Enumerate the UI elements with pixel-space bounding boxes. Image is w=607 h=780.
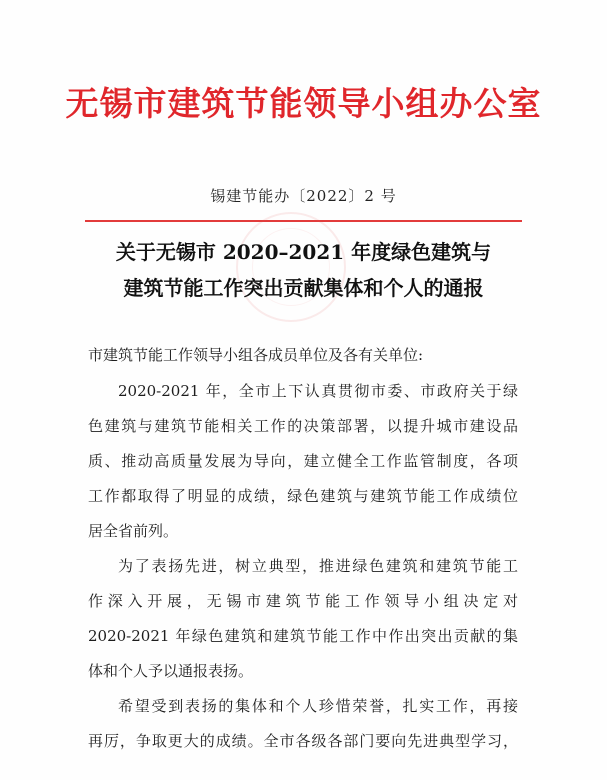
body-line: 2020-2021 年，全市上下认真贯彻市委、市政府关于绿 bbox=[118, 382, 518, 400]
notice-title-line-2: 建筑节能工作突出贡献集体和个人的通报 bbox=[123, 276, 484, 300]
body-line: 希望受到表扬的集体和个人珍惜荣誉，扎实工作，再接 bbox=[118, 697, 518, 715]
body-line: 工作都取得了明显的成绩，绿色建筑与建筑节能工作成绩位 bbox=[88, 487, 518, 505]
faded-seal-stamp bbox=[236, 212, 346, 322]
body-line: 体和个人予以通报表扬。 bbox=[88, 662, 254, 680]
body-line: 再厉，争取更大的成绩。全市各级各部门要向先进典型学习， bbox=[88, 732, 518, 750]
body-line: 为了表扬先进，树立典型，推进绿色建筑和建筑节能工 bbox=[118, 557, 518, 575]
body-line: 色建筑与建筑节能相关工作的决策部署，以提升城市建设品 bbox=[88, 417, 518, 435]
body-line: 作深入开展，无锡市建筑节能工作领导小组决定对 bbox=[88, 592, 518, 610]
body-line: 2020-2021 年绿色建筑和建筑节能工作中作出突出贡献的集 bbox=[88, 627, 518, 645]
issuing-office-header: 无锡市建筑节能领导小组办公室 bbox=[65, 84, 542, 123]
body-line: 居全省前列。 bbox=[88, 522, 179, 540]
notice-title-line-1: 关于无锡市 2020–2021 年度绿色建筑与 bbox=[115, 240, 492, 264]
salutation: 市建筑节能工作领导小组各成员单位及各有关单位: bbox=[88, 346, 424, 364]
document-number: 锡建节能办〔2022〕2 号 bbox=[210, 187, 397, 205]
body-line: 质、推动高质量发展为导向，建立健全工作监管制度，各项 bbox=[88, 452, 518, 470]
